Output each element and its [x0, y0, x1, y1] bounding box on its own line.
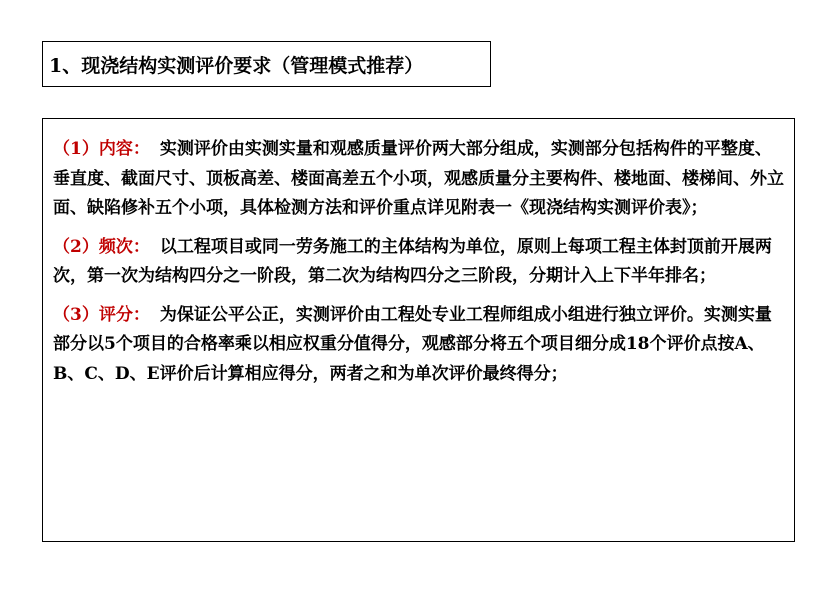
section-scoring: [53, 301, 786, 390]
section-text-content: 实测评价由实测实量和观感质量评价两大部分组成，实测部分包括构件的平整度、垂直度、截面尺寸、顶板高差、楼面高差五个小项，观感质量分主要构件、楼地面、楼梯间、外立面、缺陷修补五个小项，具体检测方法和评价重点详见附表一《现浇结构实测评价表》；: [53, 139, 784, 218]
section-text-scoring: 为保证公平公正，实测评价由工程处专业工程师组成小组进行独立评价。实测实量部分以5个项目的合格率乘以相应权重分值得分，观感部分将五个项目细分成18个评价点按A、B、C、D、E评价后计算相应得分，两者之和为单次评价最终得分；: [53, 304, 772, 384]
slide-title-box: [42, 41, 491, 87]
section-text-frequency: 以工程项目或同一劳务施工的主体结构为单位，原则上每项工程主体封顶前开展两次，第一次为结构四分之一阶段，第二次为结构四分之三阶段，分期计入上下半年排名；: [53, 236, 772, 286]
section-label-scoring: （3）评分：: [53, 304, 150, 325]
section-label-frequency: （2）频次：: [53, 236, 150, 257]
content-box: [42, 118, 795, 542]
slide-title: 1、现浇结构实测评价要求（管理模式推荐）: [49, 54, 424, 77]
section-label-content: （1）内容：: [53, 139, 150, 159]
section-content: [53, 135, 786, 224]
section-frequency: [53, 233, 786, 292]
